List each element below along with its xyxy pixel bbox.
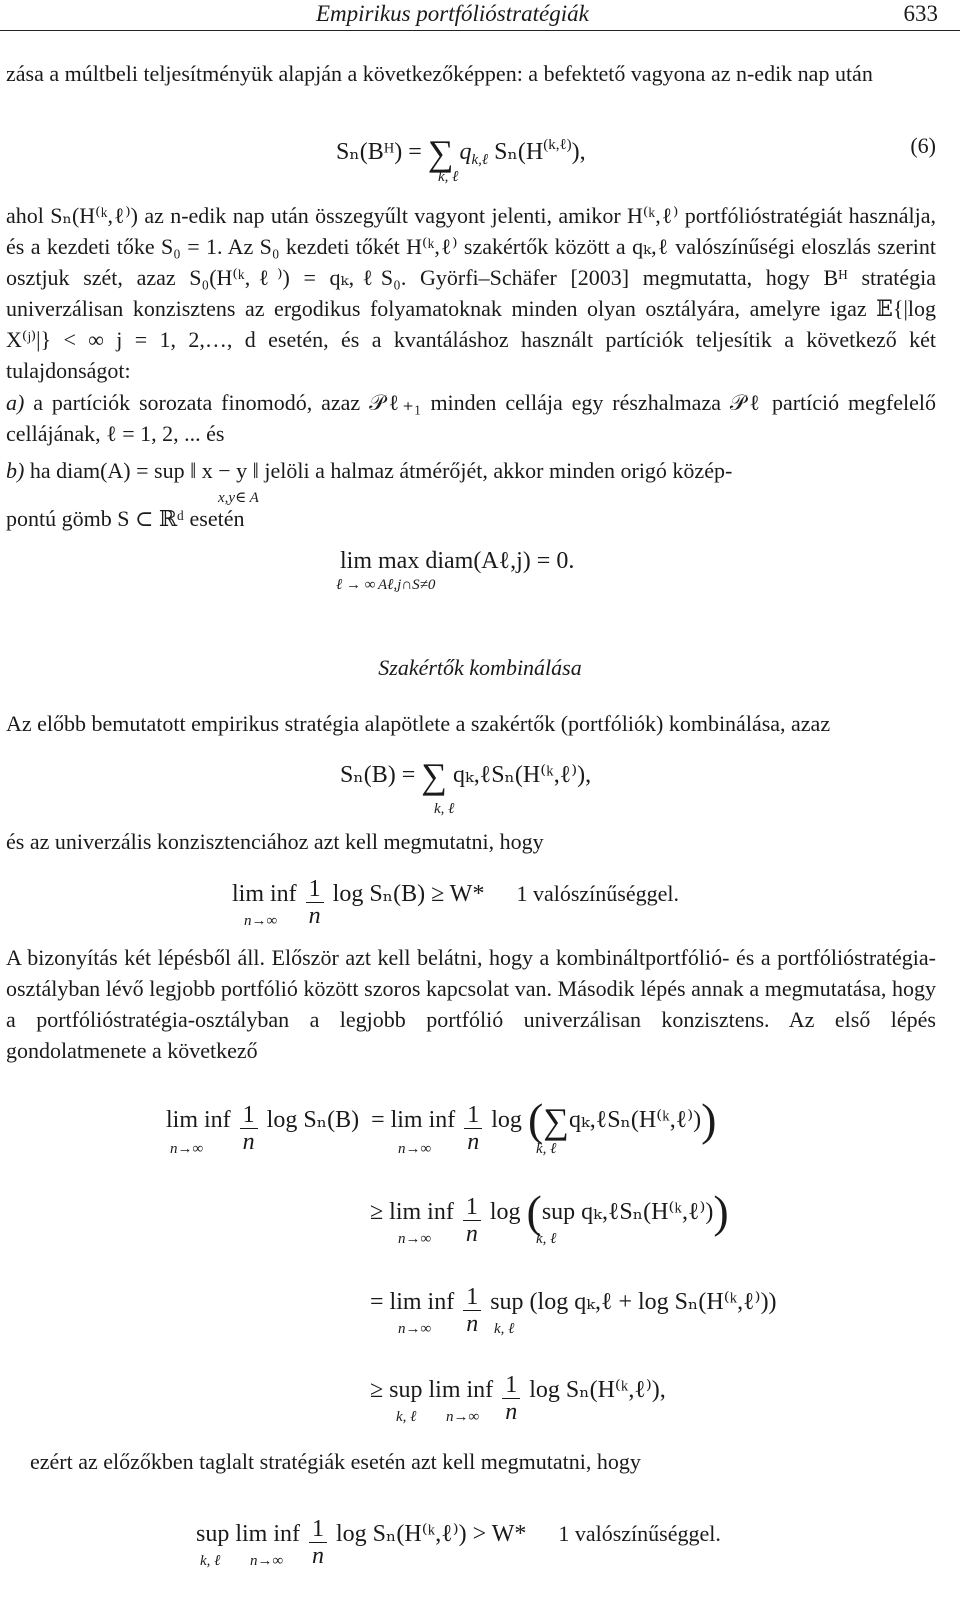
fraction: $\frac{1}{n}$: [463, 1284, 481, 1337]
eq6-q: q: [459, 139, 472, 165]
eq-liminf-post: log Sₙ(B) ≥ W*: [332, 881, 485, 907]
deriv3-body: sup (log qₖ,ℓ + log Sₙ(H⁽ᵏ,ℓ⁾)): [490, 1289, 777, 1315]
deriv1-op: = lim inf: [371, 1107, 456, 1133]
deriv3-under-b: n→∞: [398, 1321, 432, 1337]
eq6-sup: (k,ℓ): [543, 137, 572, 153]
item-b-under: x,y∈ A: [218, 490, 259, 506]
equation-liminf: [232, 876, 679, 929]
fraction: $\frac{1}{n}$: [240, 1102, 258, 1155]
eq6-rhs: Sₙ(H: [494, 139, 544, 165]
sum-symbol: ∑: [427, 133, 454, 173]
deriv2-body: log: [489, 1199, 521, 1225]
eq6-end: ),: [571, 139, 586, 165]
deriv1-under-c: k, ℓ: [536, 1141, 557, 1157]
item-a-label: a): [6, 390, 25, 415]
section-title: Szakértők kombinálása: [378, 655, 582, 680]
eq6-lhs: Sₙ(Bᴴ) =: [336, 139, 422, 165]
item-a: [6, 387, 936, 449]
item-b-text1: ha diam(A) = sup ‖ x − y ‖ jelöli a halmaz átmérőjét, akkor minden origó közép-: [29, 458, 733, 483]
eq6-under: k, ℓ: [438, 169, 459, 185]
eq-liminf-pre: lim inf: [232, 881, 297, 907]
deriv3-under-c: k, ℓ: [494, 1321, 515, 1337]
equation-number-6: (6): [910, 133, 936, 158]
fraction: $\frac{1}{n}$: [463, 1194, 481, 1247]
item-b-label: b): [6, 458, 25, 483]
deriv1-under-a: n→∞: [170, 1141, 204, 1157]
item-a-text: a partíciók sorozata finomodó, azaz 𝒫ℓ₊₁ minden cellája egy részhalmaza 𝒫ℓ partíció megfelelő cellájának, ℓ = 1, 2, ... és: [6, 390, 936, 446]
paragraph-combination: Az előbb bemutatott empirikus stratégia alapötlete a szakértők (portfóliók) kombinálása, azaz: [6, 711, 831, 736]
paragraph-intro: zása a múltbeli teljesítményük alapján a következőképpen: a befektető vagyona az n-edik nap után: [6, 61, 873, 86]
fraction: $\frac{1}{n}$: [306, 876, 324, 929]
eq-final-tail: 1 valószínűséggel.: [558, 1521, 721, 1546]
paragraph-conclusion: ezért az előzőkben taglalt stratégiák esetén azt kell megmutatni, hogy: [30, 1449, 641, 1474]
item-b: [6, 455, 936, 486]
deriv1-lhs: lim inf: [166, 1107, 231, 1133]
fraction: $\frac{1}{n}$: [309, 1516, 327, 1569]
eq-comb-lhs: Sₙ(B) =: [340, 762, 422, 788]
deriv1-inner: qₖ,ℓSₙ(H⁽ᵏ,ℓ⁾): [568, 1107, 702, 1133]
deriv4-body: log Sₙ(H⁽ᵏ,ℓ⁾),: [529, 1377, 666, 1403]
eq-comb-rhs: qₖ,ℓSₙ(H⁽ᵏ,ℓ⁾),: [452, 762, 592, 788]
eq-comb-under: k, ℓ: [434, 801, 455, 817]
eq-final-under1: k, ℓ: [200, 1553, 221, 1569]
eq6-q-sub: k,ℓ: [471, 152, 489, 168]
deriv1-body: log: [491, 1107, 522, 1133]
deriv2-under-b: n→∞: [398, 1231, 432, 1247]
sum-symbol: ∑: [543, 1101, 569, 1141]
paragraph-consistency: és az univerzális konzisztenciához azt kell megmutatni, hogy: [6, 829, 544, 854]
eq-final-post: log Sₙ(H⁽ᵏ,ℓ⁾) > W*: [336, 1521, 527, 1547]
deriv4-under-c: n→∞: [446, 1409, 480, 1425]
paragraph-definitions: ahol Sₙ(H⁽ᵏ,ℓ⁾) az n-edik nap után összegyűlt vagyont jelenti, amikor H⁽ᵏ,ℓ⁾ portfólióstratégiát használja, és a kezdeti tőke S₀ = 1. Az S₀ kezdeti tőkét H⁽ᵏ,ℓ⁾ szakértők között a qₖ,ℓ valószínűségi eloszlás szerint osztjuk szét, azaz S₀(H⁽ᵏ,ℓ⁾) = qₖ,ℓS₀. Györfi–Schäfer [2003] megmutatta, hogy Bᴴ stratégia univerzálisan konzisztens az ergodikus folyamatoknak minden olyan osztályára, amelyre igaz 𝔼{|log X⁽ʲ⁾|} < ∞ j = 1, 2,…, d esetén, és a kvantáláshoz használt partíciók teljesítik a következő két tulajdonságot:: [6, 203, 936, 383]
page-number: 633: [903, 1, 938, 26]
fraction: $\frac{1}{n}$: [464, 1102, 482, 1155]
running-header: [0, 0, 960, 31]
derivation-line-1: [166, 1094, 717, 1155]
eq-lim-under2: Aℓ,j∩S≠0: [378, 577, 436, 593]
eq-lim-under1: ℓ → ∞: [336, 577, 376, 593]
deriv1-under-b: n→∞: [398, 1141, 432, 1157]
paren-right: ): [713, 1186, 729, 1237]
deriv4-op: ≥ sup lim inf: [370, 1377, 494, 1403]
deriv3-op: = lim inf: [370, 1289, 455, 1315]
sum-symbol: ∑: [421, 756, 447, 796]
deriv2-inner: sup qₖ,ℓSₙ(H⁽ᵏ,ℓ⁾): [541, 1199, 714, 1225]
deriv1-lhs-tail: log Sₙ(B): [266, 1107, 360, 1133]
eq-final-pre: sup lim inf: [196, 1521, 301, 1547]
paren-right: ): [701, 1094, 717, 1145]
eq-final-under2: n→∞: [250, 1553, 284, 1569]
deriv2-under-c: k, ℓ: [536, 1231, 557, 1247]
fraction: $\frac{1}{n}$: [502, 1372, 520, 1425]
paren-left: (: [526, 1186, 542, 1237]
item-b-text2: pontú gömb S ⊂ ℝᵈ esetén: [6, 506, 245, 531]
eq-liminf-under: n→∞: [244, 913, 278, 929]
header-title: Empirikus portfólióstratégiák: [316, 1, 589, 26]
equation-combination: [340, 756, 592, 796]
equation-lim: lim max diam(Aℓ,j) = 0.: [340, 548, 575, 574]
equation-6: [336, 130, 586, 175]
deriv4-under-b: k, ℓ: [396, 1409, 417, 1425]
deriv2-op: ≥ lim inf: [370, 1199, 454, 1225]
paragraph-proof: A bizonyítás két lépésből áll. Először azt kell belátni, hogy a kombináltportfólió- és a portfólióstratégia-osztályban lévő legjobb portfólió között szoros kapcsolat van. Második lépés annak a megmutatása, hogy a portfólióstratégia-osztályban a legjobb portfólió univerzálisan konzisztens. Az első lépés gondolatmenete a következő: [6, 945, 936, 1063]
paren-left: (: [527, 1094, 544, 1145]
eq-liminf-tail: 1 valószínűséggel.: [516, 881, 679, 906]
